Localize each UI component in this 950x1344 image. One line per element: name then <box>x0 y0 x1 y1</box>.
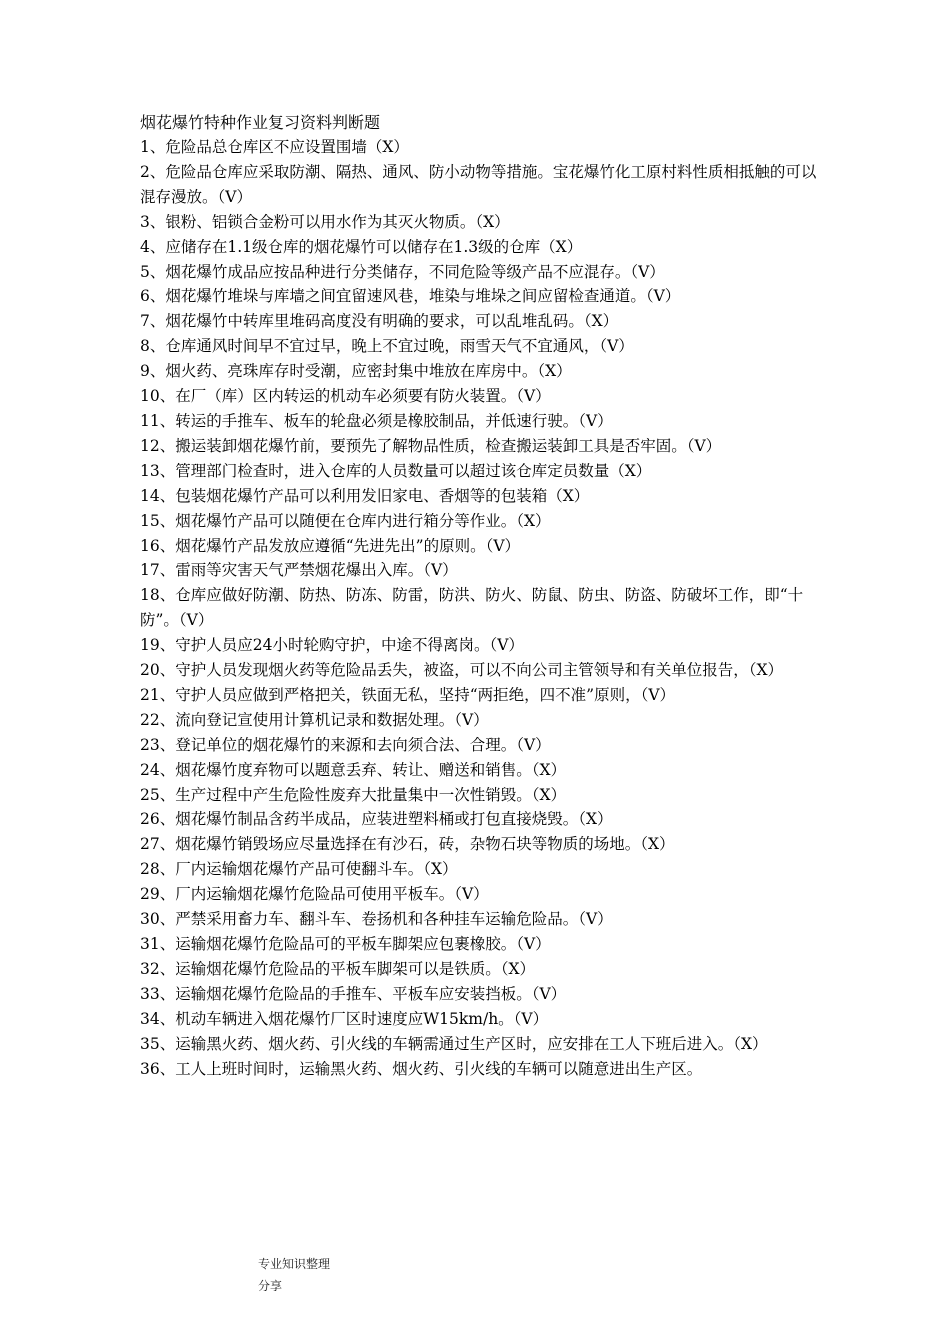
question-item: 8、仓库通风时间早不宜过早，晚上不宜过晚，雨雪天气不宜通风，（V） <box>140 337 634 356</box>
question-item: 23、登记单位的烟花爆竹的来源和去向须合法、合理。（V） <box>140 735 551 754</box>
question-item: 36、工人上班时间时，运输黑火药、烟火药、引火线的车辆可以随意进出生产区。 <box>140 1059 703 1078</box>
question-item: 3、银粉、铝锁合金粉可以用水作为其灭火物质。（X） <box>140 212 510 231</box>
question-item: 12、搬运装卸烟花爆竹前，要预先了解物品性质，检查搬运装卸工具是否牢固。（V） <box>140 436 722 455</box>
question-item: 14、包装烟花爆竹产品可以利用发旧家电、香烟等的包装箱（X） <box>140 486 590 505</box>
question-item: 35、运输黑火药、烟火药、引火线的车辆需通过生产区时，应安排在工人下班后进入。（X） <box>140 1034 768 1053</box>
question-item: 29、厂内运输烟花爆竹危险品可使用平板车。（V） <box>140 885 489 904</box>
question-item: 28、厂内运输烟花爆竹产品可使翻斗车。（X） <box>140 860 458 879</box>
question-item: 6、烟花爆竹堆垛与库墙之间宜留速风巷，堆染与堆垛之间应留检查通道。（V） <box>140 287 681 306</box>
question-item: 7、烟花爆竹中转库里堆码高度没有明确的要求，可以乱堆乱码。（X） <box>140 312 619 331</box>
document-body <box>140 110 830 1081</box>
question-item: 18、仓库应做好防潮、防热、防冻、防雷，防洪、防火、防鼠、防虫、防盗、防破坏工作，即“十防”。（V） <box>140 586 804 630</box>
question-item: 4、应储存在1.1级仓库的烟花爆竹可以储存在1.3级的仓库（X） <box>140 237 583 256</box>
question-item: 20、守护人员发现烟火药等危险品丢失，被盗，可以不向公司主管领导和有关单位报告，（X） <box>140 661 784 680</box>
question-item: 30、严禁采用畜力车、翻斗车、卷扬机和各种挂车运输危险品。（V） <box>140 910 613 929</box>
question-item: 2、危险品仓库应采取防潮、隔热、通风、防小动物等措施。宝花爆竹化工原村料性质相抵触的可以混存漫放。（V） <box>140 162 817 206</box>
question-item: 21、守护人员应做到严格把关，铁面无私，坚持“两拒绝，四不准”原则，（V） <box>140 685 676 704</box>
question-item: 11、转运的手推车、板车的轮盘必须是橡胶制品，并低速行驶。（V） <box>140 411 613 430</box>
question-item: 10、在厂（库）区内转运的机动车必须要有防火装置。（V） <box>140 387 551 406</box>
question-item: 25、生产过程中产生危险性废弃大批量集中一次性销毁。（X） <box>140 785 567 804</box>
document-title: 烟花爆竹特种作业复习资料判断题 <box>140 113 381 132</box>
question-item: 22、流向登记宣使用计算机记录和数据处理。（V） <box>140 710 489 729</box>
page-footer: 专业知识整理分享 <box>258 1257 331 1293</box>
question-list <box>140 135 830 1081</box>
question-item: 17、雷雨等灾害天气严禁烟花爆出入库。（V） <box>140 561 458 580</box>
question-item: 31、运输烟花爆竹危险品可的平板车脚架应包裹橡胶。（V） <box>140 935 551 953</box>
question-item: 1、危险品总仓库区不应设置围墙（X） <box>140 138 409 156</box>
question-item: 5、烟花爆竹成品应按品种进行分类储存，不同危险等级产品不应混存。（V） <box>140 262 665 281</box>
question-item: 16、烟花爆竹产品发放应遵循“先进先出”的原则。（V） <box>140 536 521 555</box>
question-item: 9、烟火药、亮珠库存时受潮，应密封集中堆放在库房中。（X） <box>140 362 572 381</box>
question-item: 26、烟花爆竹制品含药半成品，应装进塑料桶或打包直接烧毁。（X） <box>140 810 613 829</box>
question-item: 32、运输烟花爆竹危险品的平板车脚架可以是铁质。（X） <box>140 959 536 978</box>
question-item: 33、运输烟花爆竹危险品的手推车、平板车应安装挡板。（V） <box>140 984 567 1003</box>
question-item: 19、守护人员应24小时轮购守护，中途不得离岗。（V） <box>140 636 524 655</box>
question-item: 24、烟花爆竹度弃物可以题意丢弃、转让、赠送和销售。（X） <box>140 760 567 779</box>
question-item: 34、机动车辆进入烟花爆竹厂区时速度应W15km/h。（V） <box>140 1009 549 1028</box>
question-item: 15、烟花爆竹产品可以随便在仓库内进行箱分等作业。（X） <box>140 511 551 530</box>
question-item: 27、烟花爆竹销毁场应尽量选择在有沙石，砖，杂物石块等物质的场地。（X） <box>140 835 675 854</box>
question-item: 13、管理部门检查时，进入仓库的人员数量可以超过该仓库定员数量（X） <box>140 461 652 480</box>
